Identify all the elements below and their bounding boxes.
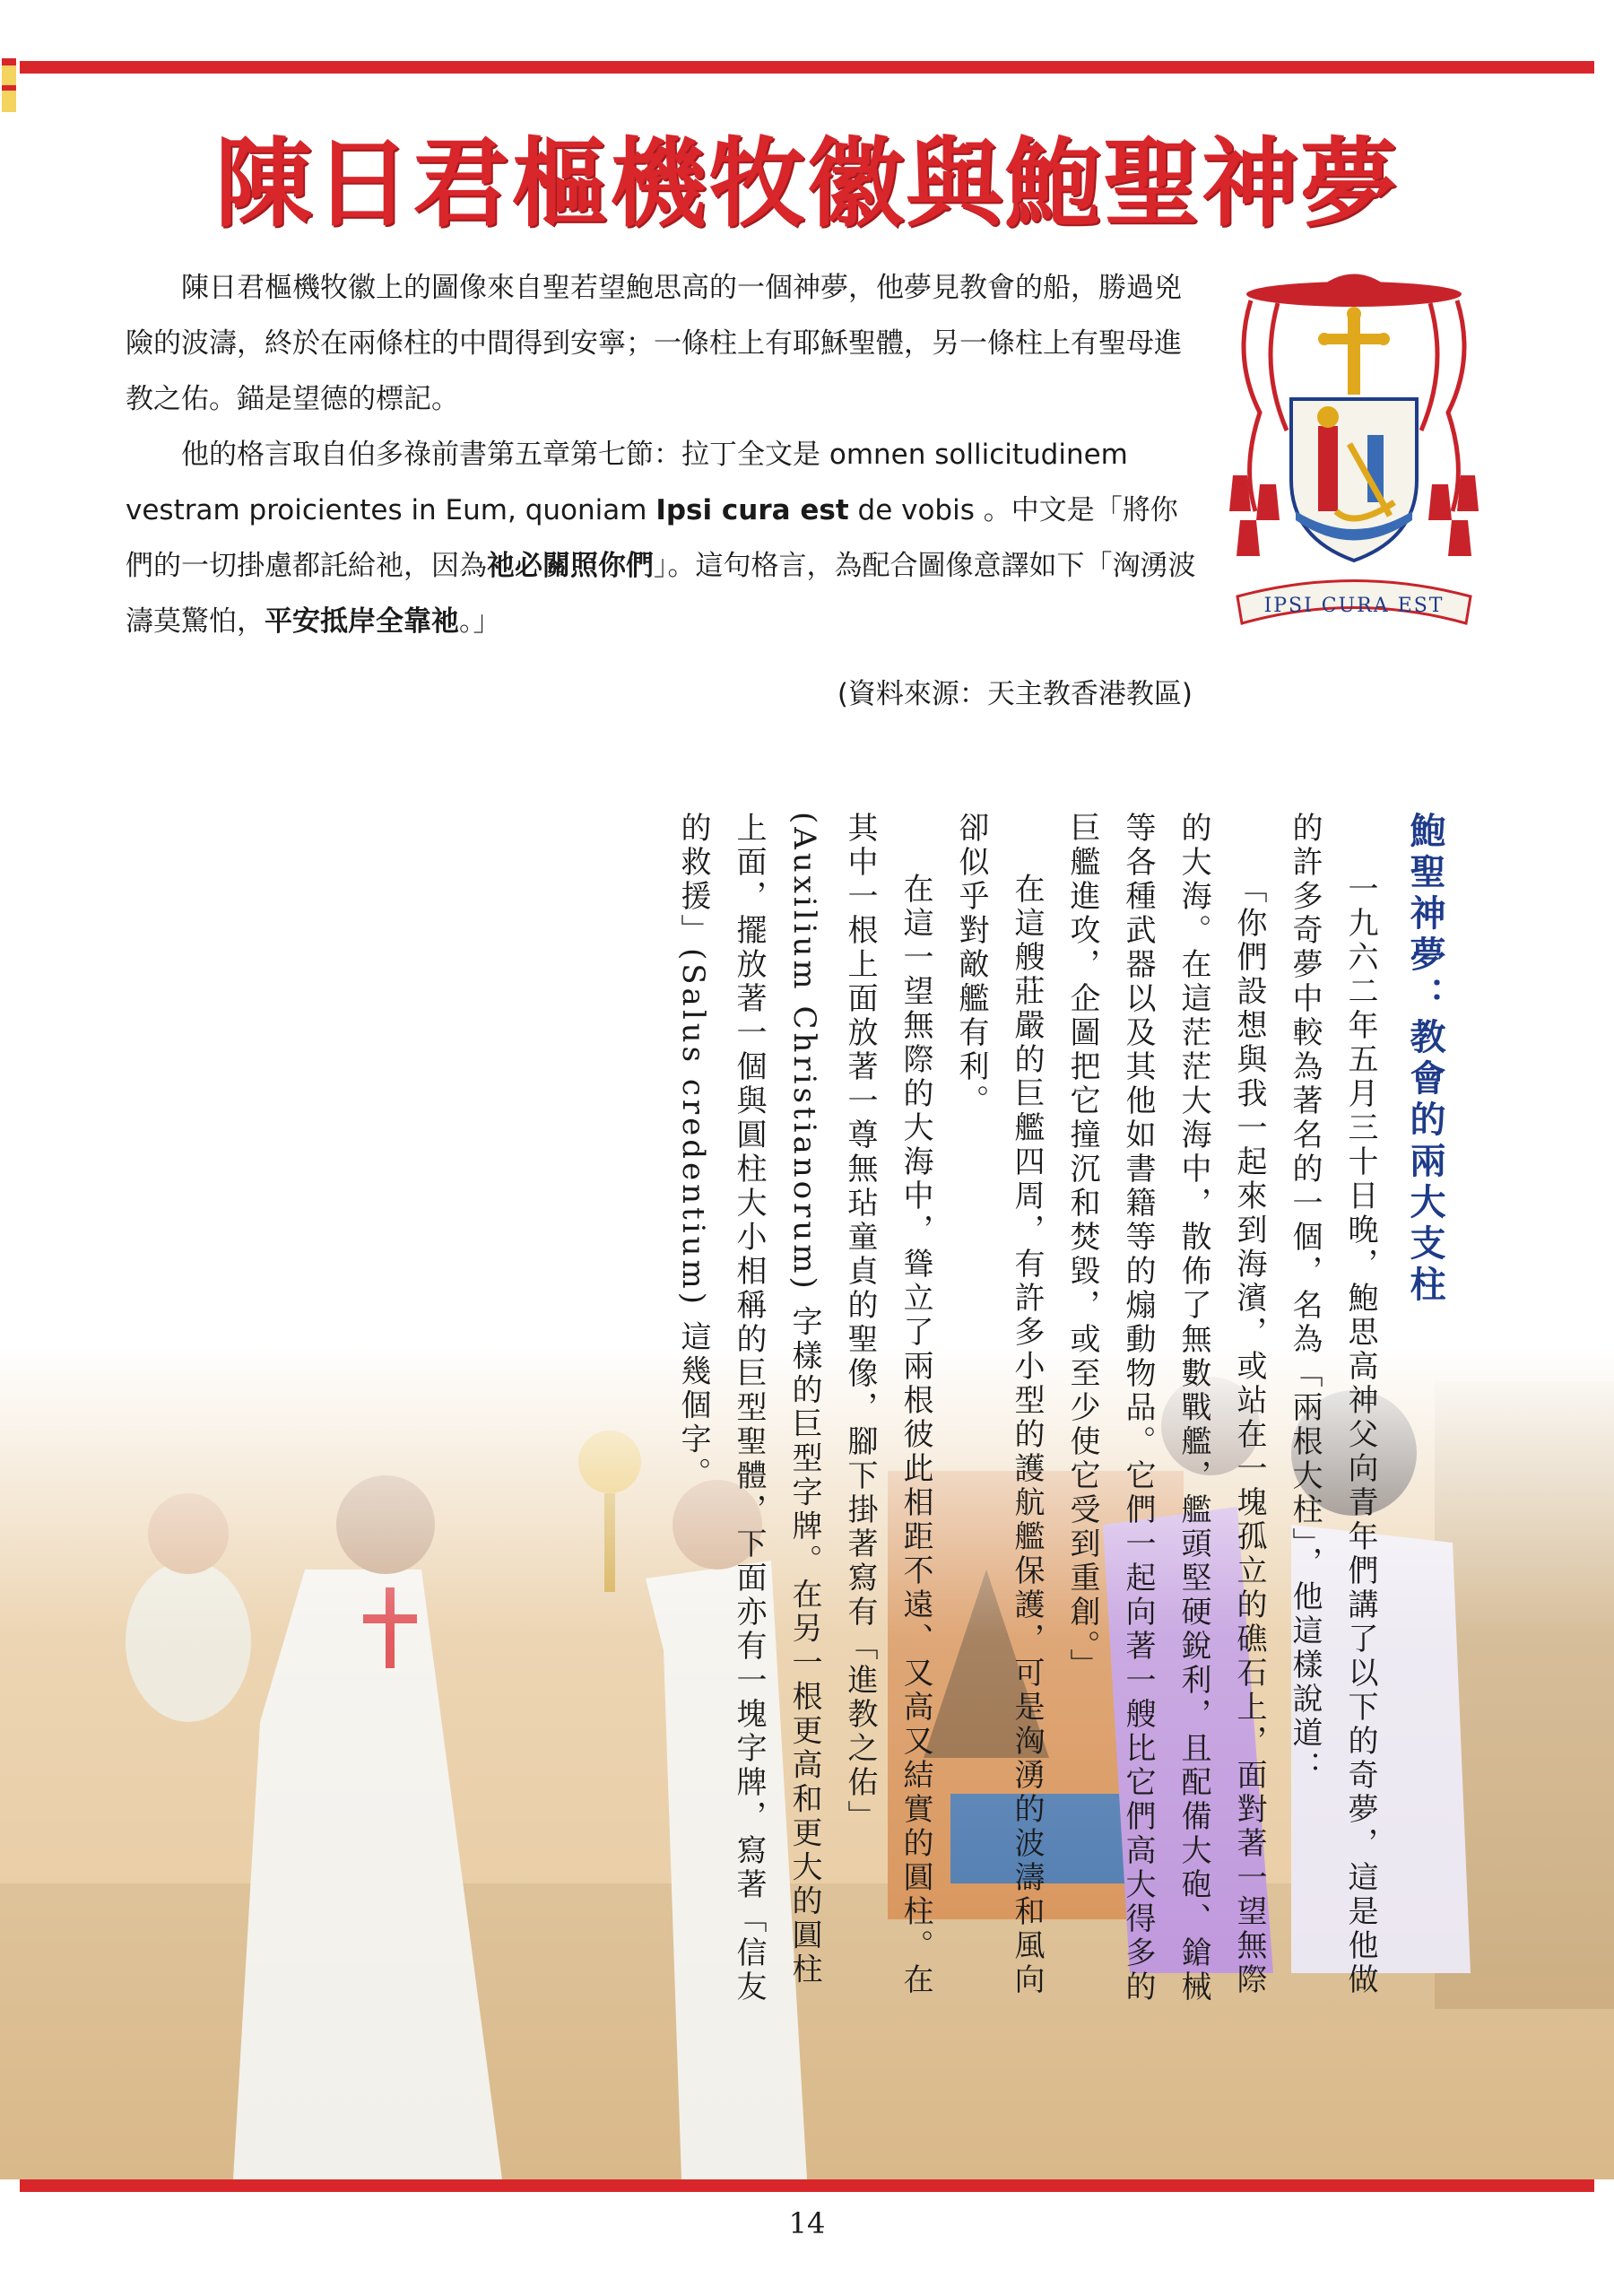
motto-ribbon-text: IPSI CURA EST xyxy=(1263,595,1445,617)
motto-translation: 平安抵岸全靠祂 xyxy=(265,605,459,638)
article-paragraph-1: 一九六二年五月三十日晚，鮑思高神父向青年們講了以下的奇夢，這是他做的許多奇夢中較為著名的一個，名為「兩根大柱」，他這樣說道： xyxy=(1287,812,1378,1997)
article-body xyxy=(72,812,1453,2005)
cross-icon xyxy=(1318,307,1390,395)
article-paragraph-4: 在這一望無際的大海中，聳立了兩根彼此相距不遠、又高又結實的圓柱。在其中一根上面放著一尊無玷童貞的聖像，腳下掛著寫有「進教之佑」(Auxilium Christianorum) 字樣的巨型字牌。在另一根更高和更大的圓柱上面，擺放著一個與圓柱大小相稱的巨型聖體，下面亦有一塊字牌，寫著「信友的救援」(Salus credentium) 這幾個字。 xyxy=(675,812,933,2005)
intro-text xyxy=(126,260,1202,649)
motto-latin: Ipsi cura est xyxy=(655,494,849,526)
intro-paragraph-1: 陳日君樞機牧徽上的圖像來自聖若望鮑思高的一個神夢，他夢見教會的船，勝過兇險的波濤，終於在兩條柱的中間得到安寧；一條柱上有耶穌聖體，另一條柱上有聖母進教之佑。錨是望德的標記。 xyxy=(126,272,1182,415)
article-paragraph-2: 「你們設想與我一起來到海濱，或站在一塊孤立的礁石上，面對著一望無際的大海。在這茫茫大海中，散佈了無數戰艦，艦頭堅硬銳利，且配備大砲、鎗械等各種武器以及其他如書籍等的煽動物品。它們一起向著一艘比它們高大得多的巨艦進攻，企圖把它撞沉和焚毀，或至少使它受到重創。」 xyxy=(1064,812,1267,2005)
article-paragraph-3: 在這艘莊嚴的巨艦四周，有許多小型的護航艦保護，可是洶湧的波濤和風向卻似乎對敵艦有利。 xyxy=(953,812,1045,1997)
bottom-rule xyxy=(20,2179,1594,2192)
page-number: 14 xyxy=(788,2206,826,2240)
source-citation: (資料來源：天主教香港教區) xyxy=(837,678,1193,710)
motto-chinese: 祂必關照你們 xyxy=(487,550,654,582)
page-title: 陳日君樞機牧徽與鮑聖神夢 xyxy=(214,127,1399,240)
intro-paragraph-2: 他的格言取自伯多祿前書第五章第七節：拉丁全文是 omnen sollicitudinem vestram proicientes in Eum, quoniam Ipsi cura est de vobis 。中文是「將你們的一切掛慮都託給祂，因為祂必關照你們」。這句格言，為配合圖像意譯如下「洶湧波濤莫驚怕，平安抵岸全靠祂。」 xyxy=(126,439,1196,638)
article-heading: 鮑聖神夢：教會的兩大支柱 xyxy=(1404,812,1446,1307)
coat-of-arms xyxy=(1224,251,1484,637)
top-rule xyxy=(20,61,1594,74)
